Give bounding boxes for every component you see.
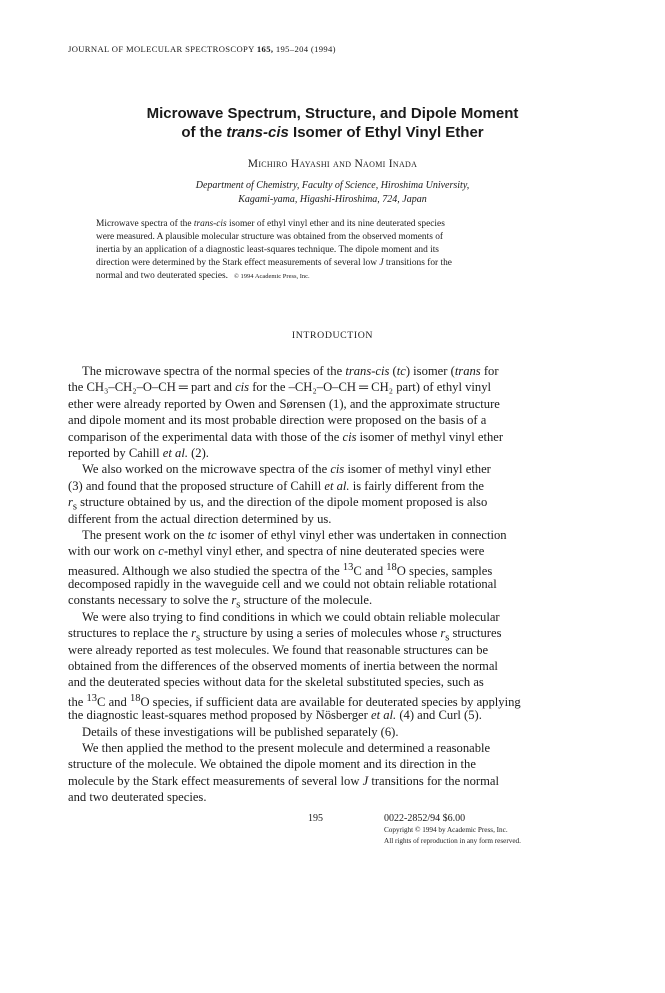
body-line: molecule by the Stark effect measurements of several low J transitions for the normal [68, 773, 499, 788]
body-line: the CH₃–CH₂–O–CH ═ part and cis for the –CH₂–O–CH ═ CH₂ part) of ethyl vinyl [68, 380, 491, 395]
body-line: Details of these investigations will be published separately (6). [82, 724, 399, 739]
abstract-line: inertia by an application of a diagnostic least-squares technique. The dipole moment and its [96, 245, 439, 255]
journal-header [68, 44, 336, 54]
abstract [96, 218, 572, 283]
abstract-line: were measured. A plausible molecular structure was obtained from the observed moments of [96, 232, 444, 242]
body-line: reported by Cahill et al. (2). [68, 445, 209, 460]
body-line: (3) and found that the proposed structure of Cahill et al. is fairly different from the [68, 478, 484, 493]
section-heading: INTRODUCTION [291, 330, 374, 341]
body-line: obtained from the differences of the observed moments of inertia between the normal [68, 659, 498, 674]
abstract-line: direction were determined by the Stark effect measurements of several low J transitions for the [96, 258, 452, 268]
affiliation-line-2: Kagami-yama, Higashi-Hiroshima, 724, Japan [238, 194, 427, 205]
body-line: with our work on c-methyl vinyl ether, and spectra of nine deuterated species were [68, 544, 485, 559]
body-line: ether were already reported by Owen and Sørensen (1), and the approximate structure [68, 396, 500, 411]
body-line: were already reported as test molecules. We found that reasonable structures can be [68, 642, 489, 657]
body-line: We were also trying to find conditions in which we could obtain reliable molecular [82, 609, 500, 624]
body-line: structures to replace the $r_s$ structure by using a series of molecules whose $r_s$ structures [68, 626, 502, 644]
footer-rights: All rights of reproduction in any form reserved. [384, 837, 521, 845]
journal-pages-year: 195–204 (1994) [275, 44, 336, 54]
body-line: decomposed rapidly in the waveguide cell and we could not obtain reliable rotational [68, 577, 497, 592]
page-number: 195 [308, 813, 323, 824]
journal-volume: 165, [256, 44, 274, 54]
body-line: We then applied the method to the present molecule and determined a reasonable [82, 740, 491, 755]
body-line: We also worked on the microwave spectra of the cis isomer of methyl vinyl ether [82, 462, 491, 477]
authors: Michiro Hayashi and Naomi Inada [247, 158, 418, 170]
article-title-line-1: Microwave Spectrum, Structure, and Dipole Moment [146, 105, 519, 122]
body-line: and dipole moment and its most probable direction were proposed on the basis of a [68, 413, 487, 428]
body-line: constants necessary to solve the $r_s$ structure of the molecule. [68, 593, 373, 611]
body-line: The microwave spectra of the normal species of the trans-cis (tc) isomer (trans for [82, 364, 499, 378]
abstract-copyright: © 1994 Academic Press, Inc. [233, 273, 310, 280]
body-line: comparison of the experimental data with those of the cis isomer of methyl vinyl ether [68, 429, 504, 444]
body-line: different from the actual direction determined by us. [68, 511, 332, 526]
body-line: The present work on the tc isomer of ethyl vinyl ether was undertaken in connection [82, 527, 507, 542]
abstract-line: Microwave spectra of the trans-cis isomer of ethyl vinyl ether and its nine deuterated species [96, 219, 445, 229]
affiliation-line-1: Department of Chemistry, Faculty of Science, Hiroshima University, [195, 180, 470, 191]
abstract-line: normal and two deuterated species. © 1994 Academic Press, Inc. [96, 271, 310, 281]
body-line: and two deuterated species. [68, 790, 207, 805]
journal-name: JOURNAL OF MOLECULAR SPECTROSCOPY [68, 44, 255, 54]
body-line: and the deuterated species without data for the skeletal substituted species, such as [68, 675, 484, 690]
body-line: structure of the molecule. We obtained the dipole moment and its direction in the [68, 757, 476, 772]
footer-copyright: Copyright © 1994 by Academic Press, Inc. [384, 826, 508, 834]
article-title-line-2: of the trans-cis Isomer of Ethyl Vinyl Ether [181, 124, 484, 141]
issn-price: 0022-2852/94 $6.00 [384, 813, 466, 824]
body-line: the diagnostic least-squares method proposed by Nösberger et al. (4) and Curl (5). [68, 708, 482, 723]
body-line: measured. Although we also studied the spectra of the $^{13}$C and $^{18}$O species, samples [68, 561, 493, 578]
body-line: $r_s$ structure obtained by us, and the direction of the dipole moment proposed is also [68, 495, 488, 513]
body-line: the $^{13}$C and $^{18}$O species, if sufficient data are available for deuterated species by applying [68, 692, 521, 709]
body-text [68, 363, 608, 806]
